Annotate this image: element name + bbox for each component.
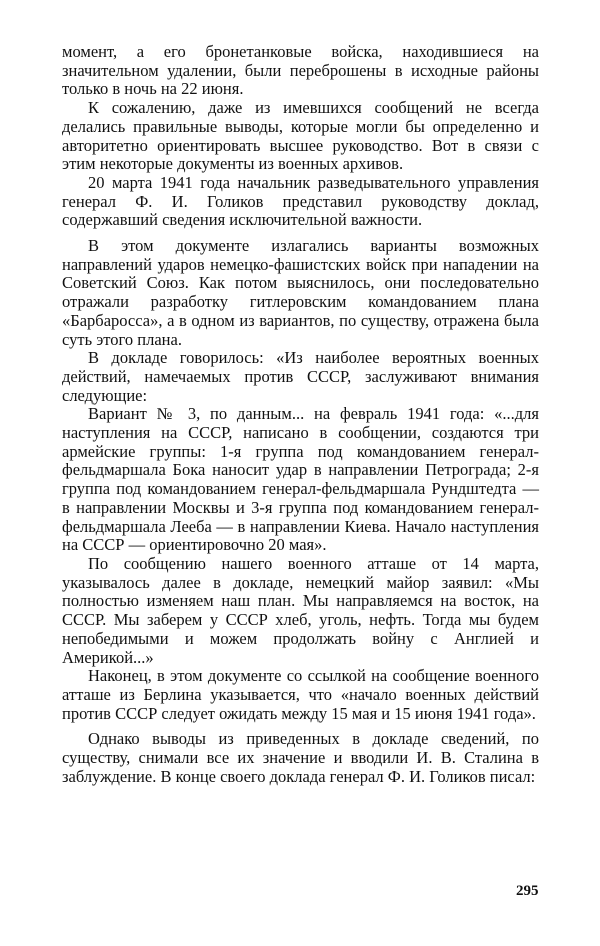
paragraph-7: По сообщению нашего военного атташе от 14 марта, указывалось далее в докладе, немецкий майор заявил: «Мы полностью изменяем наш план. Мы направляемся на восток, на СССР. Мы заберем у СССР хлеб, уголь, нефть. Тогда мы будем непобедимыми и можем продолжать войну с Англией и Америкой...» (62, 553, 539, 667)
paragraph-8: Наконец, в этом документе со ссылкой на сообщение военного атташе из Берлина указывается, что «начало военных действий против СССР следует ожидать между 15 мая и 15 июня 1941 года». (62, 666, 539, 723)
paragraph-5: В докладе говорилось: «Из наиболее вероятных военных действий, намечаемых против СССР, заслуживают внимания следующие: (62, 348, 539, 405)
paragraph-6: Вариант № 3, по данным... на февраль 1941 года: «...для наступления на СССР, написано в сообщении, создаются три армейские группы: 1-я группа под командованием генерал-фельдмаршала Бока наносит удар в направлении Петрограда; 2-я группа под командованием генерал-фельдмаршала Рундштедта — в направлении Москвы и 3-я группа под командованием генерал-фельдмаршала Лееба — в направлении Киева. Начало наступления на СССР — ориентировочно 20 мая». (62, 404, 539, 555)
paragraph-3: 20 марта 1941 года начальник разведывательного управления генерал Ф. И. Голиков представил руководству доклад, содержавший сведения исключительной важности. (62, 172, 539, 230)
page-text (62, 43, 539, 786)
paragraph-9: Однако выводы из приведенных в докладе сведений, по существу, снимали все их значение и вводили И. В. Сталина в заблуждение. В конце своего доклада генерал Ф. И. Голиков писал: (62, 729, 539, 786)
page-number: 295 (516, 883, 539, 899)
paragraph-2: К сожалению, даже из имевшихся сообщений не всегда делались правильные выводы, которые могли бы определенно и авторитетно ориентировать высшее руководство. Вот в связи с этим некоторые документы из военных архивов. (62, 98, 539, 174)
paragraph-1: момент, а его бронетанковые войска, находившиеся на значительном удалении, были переброшены в исходные районы только в ночь на 22 июня. (62, 42, 539, 99)
paragraph-4: В этом документе излагались варианты возможных направлений ударов немецко-фашистских войск при нападении на Советский Союз. Как потом выяснилось, они последовательно отражали разработку гитлеровским командованием плана «Барбаросса», а в одном из вариантов, по существу, отражена была суть этого плана. (62, 236, 539, 349)
